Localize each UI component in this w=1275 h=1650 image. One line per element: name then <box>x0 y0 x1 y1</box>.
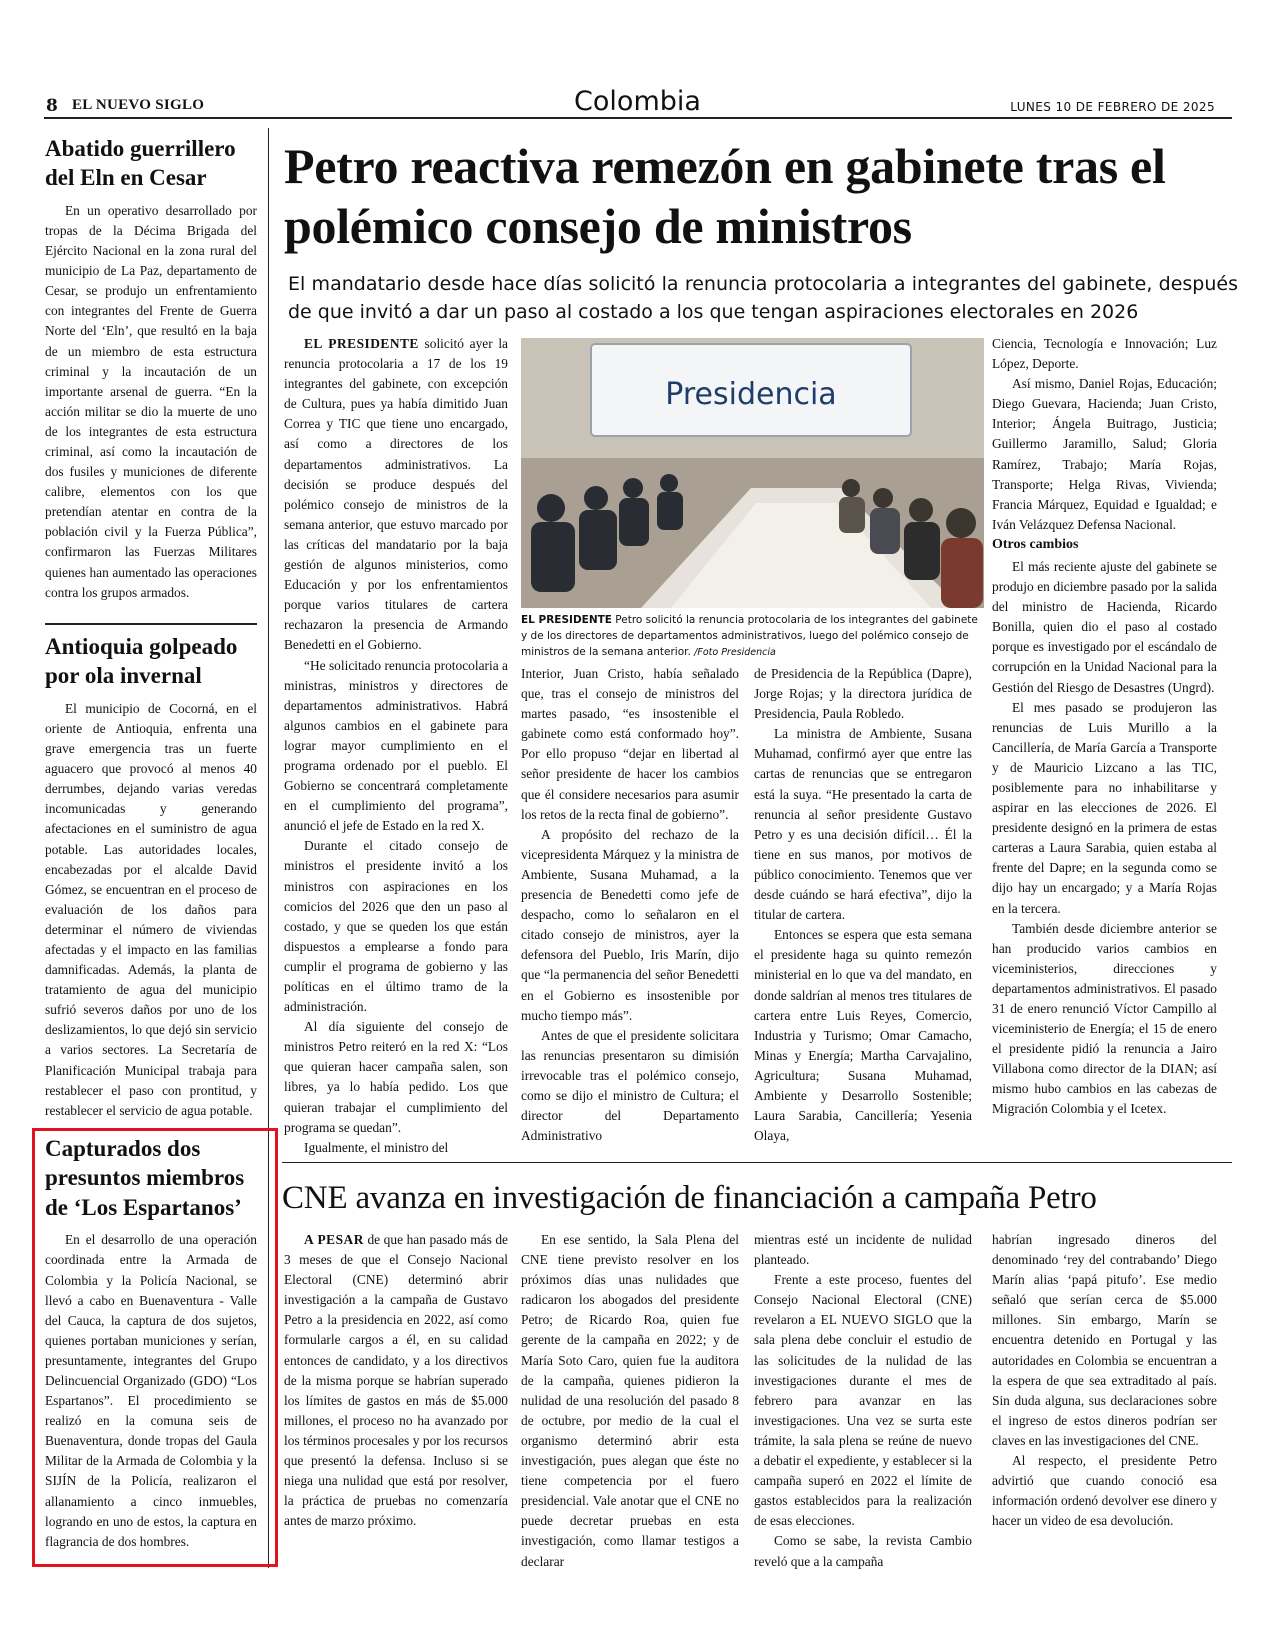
section-title: Colombia <box>574 86 701 117</box>
main-column-2 <box>521 664 739 1146</box>
sidebar-story-eln <box>45 134 257 603</box>
story-body: En un operativo desarrollado por tropas de la Décima Brigada del Ejército Nacional en la zona rural del municipio de La Paz, departamento de Cesar, se produjo un enfrentamiento con integrantes del Frente de Guerra Norte del ‘Eln’, que resultó en la baja de un miembro de esta estructura criminal y la incautación de un importante arsenal de guerra. “En la acción militar se dio la muerte de uno de los integrantes de esta estructura criminal, así como la incautación de dos fusiles y municiones de diferente calibre, elementos con los que pretendían atentar en contra de la población civil y la Fuerza Pública”, confirmaron las Fuerzas Militares quienes han aumentado las operaciones contra los grupos armados. <box>45 202 257 600</box>
paragraph: de que han pasado más de 3 meses de que el Consejo Nacional Electoral (CNE) determinó abrir investigación a la campaña de Gustavo Petro a la presidencia en 2022, así como formularle cargos a él, en su calidad entonces de candidato, y a los directivos de la misma porque se habrían superado los límites de gastos en más de $5.000 millones, el proceso no ha avanzado por los términos procesales y por los recursos que presentó la defensa. Incluso si se niega una nulidad que está por resolver, la práctica de pruebas no comenzaría antes de marzo próximo. <box>284 1232 508 1529</box>
paragraph: Interior, Juan Cristo, había señalado que, tras el consejo de ministros del martes pasado, “es insostenible el gabinete como está conformado hoy”. Por ello propuso “dejar en libertad al señor presidente de hacer los cambios que él considere necesarios para asumir los retos de la recta final de gobierno”. <box>521 666 739 822</box>
photo-caption <box>521 612 984 661</box>
lead-in: EL PRESIDENTE <box>304 336 419 351</box>
paragraph: También desde diciembre anterior se han producido varios cambios en viceministerios, direcciones y departamentos administrativos. El pasado 31 de enero renunció Víctor Campillo al viceministerio de Energía; el 15 de enero el presidente pidió la renuncia a Jairo Villabona como director de la DIAN; así mismo hubo cambios en las cabezas de Migración Colombia y el Icetex. <box>992 920 1217 1117</box>
paragraph: La ministra de Ambiente, Susana Muhamad, confirmó ayer que entre las cartas de renuncias que se entregaron está la suya. “He presentado la carta de renuncia al señor presidente Gustavo Petro y es una decisión difícil… Él la tiene en sus manos, por motivos de público conocimiento. Tenemos que ver desde cuándo se hará efectiva”, dijo la titular de cartera. <box>754 726 972 923</box>
story-title: Antioquia golpeado por ola invernal <box>45 634 238 689</box>
paragraph: de Presidencia de la República (Dapre), Jorge Rojas; y la directora jurídica de Presidencia, Paula Robledo. <box>754 666 972 722</box>
paragraph: Antes de que el presidente solicitara las renuncias presentaron su dimisión irrevocable tras el polémico consejo, como se dijo el ministro de Cultura; el director del Departamento Administrativo <box>521 1027 739 1144</box>
paragraph: El más reciente ajuste del gabinete se produjo en diciembre pasado por la salida del ministro de Hacienda, Ricardo Bonilla, quien dio el paso al costado porque es investigado por el escándalo de corrupción en la Unidad Nacional para la Gestión del Riesgo de Desastres (Ungrd). <box>992 558 1217 695</box>
paragraph: Al respecto, el presidente Petro advirtió que cuando conoció esa información ordenó devolver ese dinero y hacer un video de esa devolución. <box>992 1453 1217 1529</box>
main-column-3 <box>754 664 972 1146</box>
paragraph: Como se sabe, la revista Cambio reveló que a la campaña <box>754 1533 972 1569</box>
sidebar-rule <box>45 623 257 625</box>
story-body: El municipio de Cocorná, en el oriente de Antioquia, enfrenta una grave emergencia tras un fuerte aguacero que provocó al menos 40 derrumbes, dejando varias veredas incomunicadas y generando afectaciones en el suministro de agua potable. Las autoridades locales, encabezadas por el alcalde David Gómez, se encuentran en el proceso de evaluación de los daños para determinar el número de viviendas afectadas y el impacto en las familias damnificadas. Además, la planta de tratamiento de agua del municipio sufrió severos daños por uno de los deslizamientos, lo que dejó sin servicio a varios sectores. La Secretaría de Planificación Municipal trabaja para restablecer el paso con prontitud, y restablecer el servicio de agua potable. <box>45 700 257 1118</box>
paragraph: mientras esté un incidente de nulidad planteado. <box>754 1232 972 1268</box>
paragraph: solicitó ayer la renuncia protocolaria a 17 de los 19 integrantes del gabinete, con excepción de Cultura, pues ya había dimitido Juan Correa y TIC que tiene uno encargado, así como a directores de los departamentos administrativos. La decisión se produce después del polémico consejo de ministros de la semana anterior, que estuvo marcado por las críticas del mandatario por la baja gestión de algunos ministerios, como Educación y por los enfrentamientos porque varios titulares de cartera rechazaron la presencia de Armando Benedetti en el Gobierno. <box>284 336 508 653</box>
main-subtitle: El mandatario desde hace días solicitó la renuncia protocolaria a integrantes del gabinete, después de que invitó a dar un paso al costado a los que tengan aspiraciones electorales en 2026 <box>288 273 1238 323</box>
paragraph: Al día siguiente del consejo de ministros Petro reiteró en la red X: “Los que quieran hacer campaña salen, son libres, ya lo había pedido. Los que quieran trabajar el cumplimiento del programa se quedan”. <box>284 1019 508 1135</box>
paragraph: Ciencia, Tecnología e Innovación; Luz López, Deporte. <box>992 336 1217 372</box>
paragraph: Así mismo, Daniel Rojas, Educación; Diego Guevara, Hacienda; Juan Cristo, Interior; Ángela Buitrago, Justicia; Guillermo Jaramillo, Salud; Gloria Ramírez, Trabajo; María Rojas, Transporte; Helga Rivas, Vivienda; Francia Márquez, Equidad e Igualdad; e Iván Velázquez Defensa Nacional. <box>992 376 1217 532</box>
newspaper-brand: EL NUEVO SIGLO <box>72 97 205 113</box>
story-separator <box>282 1162 1232 1163</box>
paragraph: “He solicitado renuncia protocolaria a ministras, ministros y directores de departamentos administrativos. Habrá algunos cambios en el gabinete para lograr mayor cumplimiento en el programa ordenado por el pueblo. El Gobierno se concentrará completamente en el cumplimiento del programa”, anunció el jefe de Estado en la red X. <box>284 657 508 834</box>
subheading: Otros cambios <box>992 536 1079 552</box>
cne-column-2 <box>521 1230 739 1572</box>
paragraph: Durante el citado consejo de ministros el presidente invitó a los ministros con aspiraciones en los comicios del 2026 que den un paso al costado, y que se queden los que están dispuestos a emplearse a fondo para cumplir el programa de gobierno y las políticas en el último tramo de la administración. <box>284 838 508 1015</box>
main-column-4 <box>992 334 1217 1120</box>
story-title: Abatido guerrillero del Eln en Cesar <box>45 136 236 191</box>
photo-screen-label: Presidencia <box>665 377 837 412</box>
header-rule <box>44 117 1232 119</box>
caption-text: Petro solicitó la renuncia protocolaria de los integrantes del gabinete y de los directores de departamentos administrativos, luego del polémico consejo de ministros de la semana anterior. <box>521 614 978 658</box>
paragraph: Frente a este proceso, fuentes del Consejo Nacional Electoral (CNE) revelaron a EL NUEVO SIGLO que la sala plena debe concluir el estudio de las solicitudes de la nulidad de las investigaciones durante el mes de febrero para avanzar en las investigaciones. Una vez se surta este trámite, la sala plena se reúne de nuevo a debatir el expediente, y establecer si la campaña superó en 2022 el límite de gastos establecidos para la realización de esas elecciones. <box>754 1272 972 1529</box>
photo-credit: /Foto Presidencia <box>694 647 776 658</box>
story-body: En el desarrollo de una operación coordinada entre la Armada de Colombia y la Policía Nacional, se llevó a cabo en Buenaventura - Valle del Cauca, la captura de dos sujetos, quienes portaban municiones y serían, presuntamente, integrantes del Grupo Delincuencial Organizado (GDO) “Los Espartanos”. El procedimiento se realizó en la comuna seis de Buenaventura, donde tropas del Gaula Militar de la Armada de Colombia y la SIJÍN de la Policía, realizaron el allanamiento a cinco inmuebles, logrando en uno de estos, la captura en flagrancia de dos hombres. <box>45 1232 257 1549</box>
story-title: Capturados dos presuntos miembros de ‘Los Espartanos’ <box>45 1136 245 1220</box>
paragraph: habrían ingresado dineros del denominado ‘rey del contrabando’ Diego Marín alias ‘papá pitufo’. Ese medio señaló que serían cerca de $5.000 millones. Sin embargo, Marín se encuentra detenido en Portugal y las autoridades en Colombia se encuentran a la espera de que sea extraditado al país. Sin duda alguna, sus declaraciones sobre el ingreso de estos dineros podrían ser claves en las investigaciones del CNE. <box>992 1232 1217 1448</box>
main-headline: Petro reactiva remezón en gabinete tras el polémico consejo de ministros <box>284 138 1166 254</box>
paragraph: A propósito del rechazo de la vicepresidenta Márquez y la ministra de Ambiente, Susana Muhamad, a la presencia de Benedetti como jefe de despacho, como lo señalaron en el citado consejo de ministros, ayer la defensora del Pueblo, Iris Marín, dijo que “la permanencia del señor Benedetti en el Gobierno es insostenible por mucho tiempo más”. <box>521 826 739 1023</box>
paragraph: En ese sentido, la Sala Plena del CNE tiene previsto resolver en los próximos días unas nulidades que radicaron los abogados del presidente Petro; de Ricardo Roa, quien fue gerente de la campaña en 2022; y de María Soto Caro, quien fue la auditora de la campaña, quienes pidieron la nulidad de una resolución del pasado 8 de octubre, por medio de la cual el organismo determinó abrir esta investigación, pues alegan que éste no tiene competencia por el fuero presidencial. Vale anotar que el CNE no puede decretar pruebas en esta investigación, como llamar testigos a declarar <box>521 1232 739 1569</box>
sidebar-story-antioquia <box>45 632 257 1121</box>
main-column-1 <box>284 334 508 1158</box>
cne-column-1 <box>284 1230 508 1531</box>
paragraph: Igualmente, el ministro del <box>304 1139 449 1155</box>
paragraph: El mes pasado se produjeron las renuncias de Luis Murillo a la Cancillería, de María García a Transporte y de Mauricio Lizcano a las TIC, posiblemente para no inhabilitarse y aspirar en las elecciones de 2026. El presidente designó en la primera de estas carteras a Laura Sarabia, quien estaba al frente del Dapre; en la segunda como se dijo hay un encargado; y a María Rojas en la tercera. <box>992 699 1217 916</box>
lead-in: A PESAR <box>304 1232 364 1247</box>
sidebar-story-espartanos <box>45 1134 257 1552</box>
issue-date: LUNES 10 DE FEBRERO DE 2025 <box>1010 100 1215 114</box>
caption-lead: EL PRESIDENTE <box>521 614 612 626</box>
cne-column-4 <box>992 1230 1217 1531</box>
cabinet-photo <box>521 338 984 608</box>
page-number: 8 <box>46 96 58 116</box>
cne-headline: CNE avanza en investigación de financiación a campaña Petro <box>282 1180 1097 1216</box>
cne-column-3 <box>754 1230 972 1572</box>
paragraph: Entonces se espera que esta semana el presidente haga su quinto remezón ministerial en lo que va del mandato, en donde saldrían al menos tres titulares de cartera entre Luis Reyes, Comercio, Industria y Turismo; Omar Camacho, Minas y Energía; Martha Carvajalino, Agricultura; Susana Muhamad, Ambiente y Desarrollo Sostenible; Laura Sarabia, Cancillería; Yesenia Olaya, <box>754 927 972 1144</box>
